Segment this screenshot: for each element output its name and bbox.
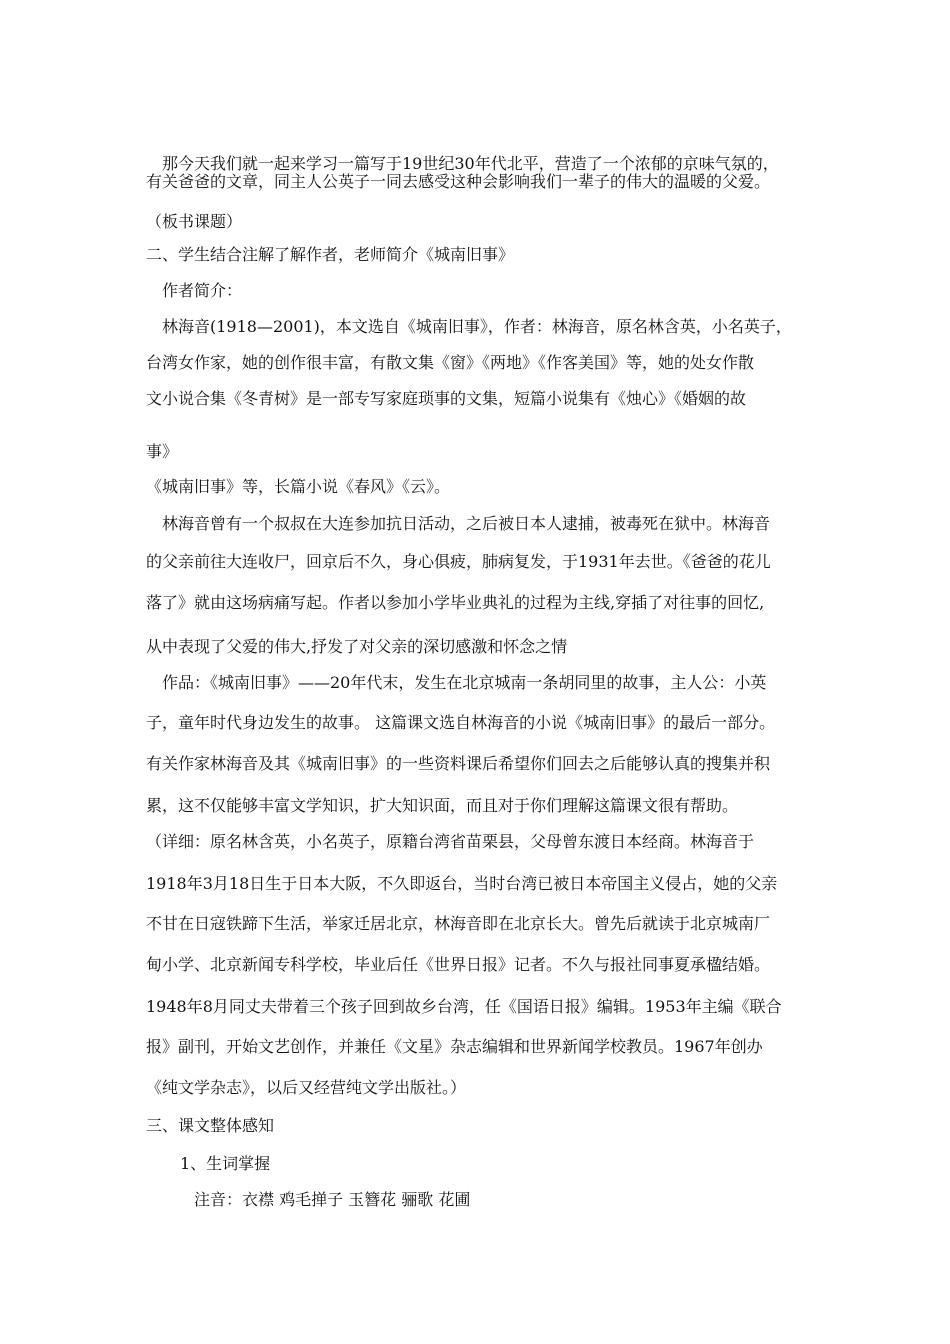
text-line: 不甘在日寇铁蹄下生活，举家迁居北京，林海音即在北京长大。曾先后就读于北京城南厂 <box>146 914 771 933</box>
text-line: 报》副刊，开始文艺创作，并兼任《文星》杂志编辑和世界新闻学校教员。1967年创办 <box>146 1037 763 1056</box>
vocabulary-line: 注音：衣襟 鸡毛掸子 玉簪花 骊歌 花圃 <box>194 1190 471 1209</box>
text-line: 累，这不仅能够丰富文学知识，扩大知识面，而且对于你们理解这篇课文很有帮助。 <box>146 796 739 815</box>
text-line: 《纯文学杂志》，以后又经营纯文学出版社。） <box>146 1078 467 1097</box>
text-line: 台湾女作家，她的创作很丰富，有散文集《窗》《两地》《作客美国》等，她的处女作散 <box>146 353 755 372</box>
text-line: （详细：原名林含英，小名英子，原籍台湾省苗栗县，父母曾东渡日本经商。林海音于 <box>146 832 755 851</box>
text-line: （板书课题） <box>146 212 243 231</box>
section-heading: 三、课文整体感知 <box>146 1116 275 1135</box>
text-line: 事》 <box>146 442 179 461</box>
text-line: 的父亲前往大连收尸，回京后不久，身心俱疲，肺病复发，于1931年去世。《爸爸的花儿 <box>146 552 771 571</box>
text-line: 子，童年时代身边发生的故事。 这篇课文选自林海音的小说《城南旧事》的最后一部分。 <box>146 713 776 732</box>
text-line: 甸小学、北京新闻专科学校，毕业后任《世界日报》记者。不久与报社同事夏承楹结婚。 <box>146 955 771 974</box>
text-line: 落了》就由这场病痛写起。作者以参加小学毕业典礼的过程为主线,穿插了对往事的回忆, <box>146 593 765 612</box>
text-line: 1918年3月18日生于日本大阪，不久即返台，当时台湾已被日本帝国主义侵占，她的父亲 <box>146 874 778 893</box>
text-line: 文小说合集《冬青树》是一部专写家庭琐事的文集，短篇小说集有《烛心》《婚姻的故 <box>146 389 747 408</box>
text-line: 《城南旧事》等，长篇小说《春风》《云》。 <box>146 477 451 496</box>
text-line: 有关作家林海音及其《城南旧事》的一些资料课后希望你们回去之后能够认真的搜集并积 <box>146 754 771 773</box>
text-line: 从中表现了父爱的伟大,抒发了对父亲的深切感激和怀念之情 <box>146 637 568 656</box>
text-line: 作品：《城南旧事》——20年代末，发生在北京城南一条胡同里的故事，主人公：小英 <box>162 673 767 692</box>
text-line: 林海音(1918—2001)，本文选自《城南旧事》，作者：林海音，原名林含英，小名英子， <box>162 317 792 336</box>
text-line: 作者简介： <box>162 281 243 300</box>
text-line: 林海音曾有一个叔叔在大连参加抗日活动，之后被日本人逮捕，被毒死在狱中。林海音 <box>162 514 771 533</box>
text-line: 1948年8月同丈夫带着三个孩子回到故乡台湾，任《国语日报》编辑。1953年主编《联合 <box>146 997 782 1016</box>
subsection-heading: 1、生词掌握 <box>180 1154 271 1173</box>
text-line: 有关爸爸的文章，同主人公英子一同去感受这种会影响我们一辈子的伟大的温暖的父爱。 <box>146 172 771 191</box>
section-heading: 二、学生结合注解了解作者，老师简介《城南旧事》 <box>146 245 515 264</box>
text-line: 那今天我们就一起来学习一篇写于19世纪30年代北平，营造了一个浓郁的京味气氛的， <box>162 154 779 173</box>
